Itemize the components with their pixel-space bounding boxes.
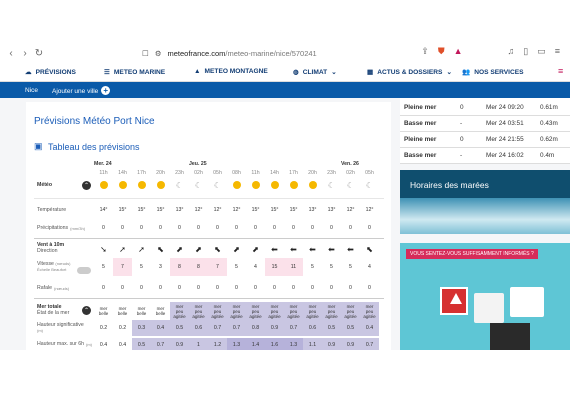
- label-temperature: Température: [37, 207, 67, 213]
- tide-table: [400, 98, 570, 164]
- row-separator: [34, 298, 384, 299]
- wind-arrow-icon: ⬅: [328, 244, 335, 254]
- city-bar: [0, 82, 570, 98]
- sea-state-cell: [227, 302, 246, 320]
- wind-speed-cell: 8: [170, 258, 189, 276]
- sea-state-text: agitée: [211, 313, 224, 319]
- wind-speed-cell: 5: [311, 264, 314, 270]
- hsig-cell: 0.5: [322, 320, 341, 336]
- day-label: Mer. 24: [94, 161, 112, 167]
- wind-arrow-icon: ⬅: [290, 244, 297, 254]
- tide-time: Mer 24 16:02: [486, 152, 524, 159]
- music-icon[interactable]: ♫: [507, 46, 515, 56]
- temperature-cell: 12°: [194, 207, 203, 213]
- sun-icon: [138, 181, 146, 189]
- sea-state-cell: [208, 302, 227, 320]
- hsig-cell: 0.8: [246, 320, 265, 336]
- wind-speed-cell: 5: [330, 264, 333, 270]
- hour-label: 14h: [118, 170, 127, 176]
- weather-cell: [341, 178, 360, 192]
- row-separator: [34, 198, 384, 199]
- gust-cell: 0: [330, 285, 333, 291]
- add-city-button[interactable]: Ajouter une ville +: [52, 86, 110, 95]
- reload-icon[interactable]: ↻: [34, 47, 44, 59]
- hsig-cell: 0.6: [189, 320, 208, 336]
- sea-state-cell: [132, 302, 151, 320]
- hour-label: 20h: [308, 170, 317, 176]
- moon-icon: ☾: [213, 180, 222, 190]
- hsig-cell: 0.2: [118, 325, 127, 331]
- shield-icon[interactable]: ⛊: [437, 46, 445, 56]
- hsig-cell: 0.2: [99, 325, 108, 331]
- promo-title: Horaires des marées: [410, 180, 489, 190]
- temperature-cell: 13°: [175, 207, 184, 213]
- precip-cell: 0: [311, 225, 314, 231]
- weather-cell: [208, 178, 227, 192]
- hsig-cell: 0.5: [170, 320, 189, 336]
- sun-icon: [290, 181, 298, 189]
- label-meteo: Météo: [37, 182, 52, 188]
- sea-state-cell: [265, 302, 284, 320]
- globe-icon: ◍: [293, 69, 299, 76]
- hmax-cell: 0.9: [170, 338, 189, 350]
- sea-state-text: agitée: [363, 313, 376, 319]
- tide-coef: 0: [460, 136, 464, 143]
- sea-state-text: mer: [289, 303, 298, 309]
- sea-state-text: peu: [365, 308, 374, 314]
- sea-state-text: peu: [175, 308, 184, 314]
- sea-state-cell: [189, 302, 208, 320]
- hmax-cell: 0.4: [99, 342, 108, 348]
- sea-state-text: agitée: [192, 313, 205, 319]
- hmax-cell: 1.6: [265, 338, 284, 350]
- wind-arrow-icon: ⬉: [366, 244, 373, 254]
- gust-cell: 0: [121, 285, 124, 291]
- sea-state-text: agitée: [306, 313, 319, 319]
- day-label: Jeu. 25: [189, 161, 207, 167]
- temperature-cell: 12°: [213, 207, 222, 213]
- weather-cell: [94, 178, 113, 192]
- wallet-icon[interactable]: ▭: [537, 46, 546, 56]
- weather-cell: [170, 178, 189, 192]
- precip-cell: 0: [216, 225, 219, 231]
- hour-label: 14h: [270, 170, 279, 176]
- sea-state-cell: [322, 302, 341, 320]
- chevron-down-icon: ⌄: [446, 69, 452, 76]
- day-label: Ven. 26: [341, 161, 359, 167]
- users-icon: 👥: [462, 69, 471, 76]
- nav-marine[interactable]: ☰ METEO MARINE: [104, 68, 166, 76]
- sidebar-icon[interactable]: ▯: [523, 46, 529, 56]
- tide-coef: -: [460, 152, 463, 159]
- menu-icon[interactable]: ≡: [554, 46, 560, 56]
- wind-speed-cell: 4: [368, 264, 371, 270]
- wind-speed-cell: 7: [208, 258, 227, 276]
- temperature-cell: 15°: [251, 207, 260, 213]
- precip-cell: 0: [330, 225, 333, 231]
- hmax-cell: 1.4: [246, 338, 265, 350]
- sea-state-cell: [246, 302, 265, 320]
- tide-coef: 0: [460, 104, 464, 111]
- nav-climat[interactable]: ◍ CLIMAT ⌄: [293, 68, 337, 76]
- precip-cell: 0: [197, 225, 200, 231]
- hsig-cell: 0.5: [341, 320, 360, 336]
- hamburger-icon[interactable]: ≡: [558, 66, 564, 76]
- tide-time: Mer 24 21:55: [486, 136, 524, 143]
- label-hmax: Hauteur max. sur 6h (m): [37, 341, 92, 347]
- tide-row: [400, 116, 570, 132]
- weather-cell: [132, 178, 151, 192]
- tide-type: Basse mer: [404, 120, 437, 127]
- sun-icon: [271, 181, 279, 189]
- share-icon[interactable]: ⇪: [421, 46, 429, 56]
- mountain-icon: ▲: [194, 68, 201, 75]
- site-nav: [0, 64, 570, 82]
- gust-cell: 0: [178, 285, 181, 291]
- tide-time: Mer 24 03:51: [486, 120, 524, 127]
- sea-state-text: peu: [346, 308, 355, 314]
- label-mer: Mer totale État de la mer: [37, 304, 70, 316]
- sea-state-text: belle: [98, 311, 109, 316]
- sea-state-text: peu: [232, 308, 241, 314]
- hour-label: 05h: [365, 170, 374, 176]
- hour-label: 02h: [194, 170, 203, 176]
- sea-state-text: mer: [137, 306, 146, 311]
- sea-state-text: agitée: [287, 313, 300, 319]
- sea-state-text: mer: [365, 303, 374, 309]
- forecast-card: [26, 102, 391, 350]
- sun-icon: [100, 181, 108, 189]
- sea-state-text: peu: [194, 308, 203, 314]
- wind-tile-icon: [474, 293, 504, 323]
- sun-icon: [309, 181, 317, 189]
- tide-time: Mer 24 09:20: [486, 104, 524, 111]
- wind-speed-cell: 5: [349, 264, 352, 270]
- label-rafale: Rafale (nœuds): [37, 285, 70, 291]
- weather-cell: [246, 178, 265, 192]
- precip-cell: 0: [178, 225, 181, 231]
- wind-arrow-icon: ⬈: [195, 244, 202, 254]
- hmax-cell: 0.5: [132, 338, 151, 350]
- gust-cell: 0: [292, 285, 295, 291]
- nav-previsions[interactable]: ☁ PRÉVISIONS: [25, 68, 76, 76]
- sea-state-text: agitée: [173, 313, 186, 319]
- hour-label: 08h: [232, 170, 241, 176]
- sea-state-cell: [113, 302, 132, 320]
- wind-arrow-icon: ➚: [119, 244, 126, 254]
- weather-cell: [151, 178, 170, 192]
- tide-height: 0.43m: [540, 120, 558, 127]
- hmax-cell: 1.3: [284, 338, 303, 350]
- precip-cell: 0: [273, 225, 276, 231]
- alert-icon[interactable]: ▲: [453, 46, 463, 56]
- tide-type: Basse mer: [404, 152, 437, 159]
- sun-icon: [157, 181, 165, 189]
- sea-state-text: belle: [155, 311, 166, 316]
- tide-row: [400, 132, 570, 148]
- sea-state-text: peu: [251, 308, 260, 314]
- sea-state-text: peu: [213, 308, 222, 314]
- gust-cell: 0: [216, 285, 219, 291]
- wind-arrow-icon: ⬉: [214, 244, 221, 254]
- sea-state-text: agitée: [344, 313, 357, 319]
- moon-icon: ☾: [175, 180, 184, 190]
- tide-type: Pleine mer: [404, 136, 437, 143]
- site-info-icon[interactable]: ⚙: [154, 48, 162, 58]
- gust-cell: 0: [197, 285, 200, 291]
- sun-icon: [119, 181, 127, 189]
- label-vent: Vent à 10m Direction: [37, 242, 65, 254]
- sea-state-text: mer: [194, 303, 203, 309]
- label-precipitations: Précipitations (mm/3h): [37, 225, 86, 231]
- precip-cell: 0: [349, 225, 352, 231]
- moon-icon: ☾: [327, 180, 336, 190]
- sea-state-cell: [360, 302, 379, 320]
- hmax-cell: 0.7: [151, 338, 170, 350]
- tide-coef: -: [460, 120, 463, 127]
- table-title: ▣ Tableau des prévisions: [34, 141, 140, 152]
- precip-cell: 0: [159, 225, 162, 231]
- page-title: Prévisions Météo Port Nice: [34, 116, 155, 127]
- moon-icon: ☾: [194, 180, 203, 190]
- grid-icon: ▦: [367, 69, 374, 76]
- sea-state-cell: [94, 302, 113, 320]
- city-current[interactable]: Nice: [25, 86, 39, 94]
- sea-state-text: agitée: [325, 313, 338, 319]
- gust-cell: 0: [102, 285, 105, 291]
- temperature-cell: 15°: [289, 207, 298, 213]
- temperature-cell: 15°: [137, 207, 146, 213]
- gust-cell: 0: [311, 285, 314, 291]
- collapse-icon[interactable]: ⌃: [83, 183, 90, 189]
- hour-label: 11h: [251, 170, 260, 176]
- temperature-cell: 14°: [99, 207, 108, 213]
- hsig-cell: 0.7: [284, 320, 303, 336]
- label-hsig: Hauteur significative (m): [37, 322, 84, 333]
- table-icon: ▣: [34, 141, 43, 151]
- browser-toolbar: [0, 42, 570, 64]
- wind-arrow-icon: ⬈: [176, 244, 183, 254]
- weather-cell: [284, 178, 303, 192]
- precip-cell: 0: [140, 225, 143, 231]
- hour-label: 17h: [289, 170, 298, 176]
- gust-cell: 0: [368, 285, 371, 291]
- chevron-down-icon: ⌄: [331, 69, 337, 76]
- temperature-cell: 15°: [118, 207, 127, 213]
- temperature-cell: 15°: [270, 207, 279, 213]
- forecast-table[interactable]: [34, 160, 384, 350]
- sea-state-text: mer: [156, 306, 165, 311]
- plus-icon: +: [101, 86, 110, 95]
- weather-cell: [227, 178, 246, 192]
- weather-cell: [322, 178, 341, 192]
- hmax-cell: 0.9: [322, 338, 341, 350]
- wind-arrow-icon: ⬉: [157, 244, 164, 254]
- hour-label: 20h: [156, 170, 165, 176]
- list-icon: ☰: [104, 69, 110, 76]
- row-separator: [34, 238, 384, 239]
- sea-state-text: agitée: [230, 313, 243, 319]
- hsig-cell: 0.7: [227, 320, 246, 336]
- hsig-cell: 0.6: [303, 320, 322, 336]
- precip-cell: 0: [235, 225, 238, 231]
- wind-arrow-icon: ⬅: [347, 244, 354, 254]
- promo-banner: VOUS SENTEZ-VOUS SUFFISAMMENT INFORMÉS ?: [406, 249, 538, 259]
- wind-speed-cell: 3: [159, 264, 162, 270]
- sea-state-text: mer: [327, 303, 336, 309]
- back-icon[interactable]: ‹: [9, 47, 13, 59]
- info-promo[interactable]: [400, 243, 570, 350]
- wind-arrow-icon: ⬈: [233, 244, 240, 254]
- wind-arrow-icon: ➘: [100, 244, 107, 254]
- wind-arrow-icon: ➚: [138, 244, 145, 254]
- wave-image: [400, 198, 570, 234]
- moon-icon: ☾: [346, 180, 355, 190]
- hmax-cell: 0.9: [341, 338, 360, 350]
- sea-state-text: mer: [99, 306, 108, 311]
- temperature-cell: 12°: [365, 207, 374, 213]
- forward-icon[interactable]: ›: [23, 47, 27, 59]
- sea-state-text: mer: [232, 303, 241, 309]
- sun-icon: [252, 181, 260, 189]
- nav-services[interactable]: 👥 NOS SERVICES: [462, 68, 524, 76]
- nav-actus[interactable]: ▦ ACTUS & DOSSIERS ⌄: [367, 68, 452, 76]
- hour-label: 23h: [327, 170, 336, 176]
- sea-state-cell: [170, 302, 189, 320]
- weather-cell: [360, 178, 379, 192]
- wind-speed-cell: 4: [254, 264, 257, 270]
- sea-state-text: mer: [308, 303, 317, 309]
- hmax-cell: 0.7: [360, 338, 379, 350]
- tide-type: Pleine mer: [404, 104, 437, 111]
- sea-state-text: peu: [270, 308, 279, 314]
- wind-speed-cell: 5: [102, 264, 105, 270]
- tide-height: 0.4m: [540, 152, 555, 159]
- sea-state-text: mer: [175, 303, 184, 309]
- sea-state-cell: [303, 302, 322, 320]
- wind-speed-cell: 7: [113, 258, 132, 276]
- gust-cell: 0: [235, 285, 238, 291]
- weather-cell: [113, 178, 132, 192]
- wind-speed-cell: 11: [284, 258, 303, 276]
- address-bar[interactable]: [142, 49, 317, 58]
- sea-state-text: mer: [251, 303, 260, 309]
- precip-cell: 0: [254, 225, 257, 231]
- temperature-cell: 12°: [232, 207, 241, 213]
- tide-height: 0.62m: [540, 136, 558, 143]
- hsig-cell: 0.7: [208, 320, 227, 336]
- cloud-icon: ☁: [25, 69, 32, 76]
- label-vitesse: Vitesse (nœuds) Échelle Beaufort: [37, 261, 71, 272]
- temperature-cell: 15°: [156, 207, 165, 213]
- sea-state-cell: [151, 302, 170, 320]
- hmax-cell: 1.3: [227, 338, 246, 350]
- wind-speed-cell: 8: [189, 258, 208, 276]
- hour-label: 23h: [175, 170, 184, 176]
- hsig-cell: 0.3: [132, 320, 151, 336]
- wind-arrow-icon: ⬈: [252, 244, 259, 254]
- wind-arrow-icon: ⬅: [309, 244, 316, 254]
- sea-state-text: peu: [327, 308, 336, 314]
- weather-cell: [265, 178, 284, 192]
- tide-height: 0.61m: [540, 104, 558, 111]
- sea-state-text: peu: [308, 308, 317, 314]
- gust-cell: 0: [273, 285, 276, 291]
- weather-tile-icon: [510, 287, 544, 317]
- sea-state-text: belle: [136, 311, 147, 316]
- sea-state-text: peu: [289, 308, 298, 314]
- wind-speed-cell: 5: [140, 264, 143, 270]
- gust-cell: 0: [159, 285, 162, 291]
- moon-icon: ☾: [365, 180, 374, 190]
- hmax-cell: 1.1: [303, 338, 322, 350]
- precip-cell: 0: [121, 225, 124, 231]
- temperature-cell: 12°: [346, 207, 355, 213]
- hour-label: 05h: [213, 170, 222, 176]
- sea-state-text: mer: [346, 303, 355, 309]
- sea-state-cell: [341, 302, 360, 320]
- warning-icon: [440, 287, 468, 315]
- url-path: /meteo-marine/nice/570241: [225, 48, 317, 58]
- sea-state-text: mer: [213, 303, 222, 309]
- hour-label: 11h: [99, 170, 108, 176]
- bookmark-icon[interactable]: ☐: [142, 48, 149, 58]
- sea-state-text: agitée: [268, 313, 281, 319]
- page-bottom: [0, 350, 570, 400]
- temperature-cell: 13°: [327, 207, 336, 213]
- radio-icon: [490, 323, 530, 350]
- wind-arrow-icon: ⬅: [271, 244, 278, 254]
- precip-cell: 0: [292, 225, 295, 231]
- nav-montagne[interactable]: ▲ METEO MONTAGNE: [194, 68, 268, 75]
- wind-speed-cell: 15: [265, 258, 284, 276]
- collapse-icon[interactable]: ⌃: [83, 308, 90, 314]
- tide-row: [400, 148, 570, 164]
- sea-state-cell: [284, 302, 303, 320]
- hsig-cell: 0.9: [265, 320, 284, 336]
- tide-row: [400, 100, 570, 116]
- sea-state-text: mer: [118, 306, 127, 311]
- hour-label: 02h: [346, 170, 355, 176]
- wind-speed-cell: 5: [235, 264, 238, 270]
- weather-cell: [303, 178, 322, 192]
- sun-icon: [233, 181, 241, 189]
- hour-label: 17h: [137, 170, 146, 176]
- gust-cell: 0: [349, 285, 352, 291]
- sea-state-text: mer: [270, 303, 279, 309]
- temperature-cell: 13°: [308, 207, 317, 213]
- weather-cell: [189, 178, 208, 192]
- sea-state-text: belle: [117, 311, 128, 316]
- gust-cell: 0: [254, 285, 257, 291]
- precip-cell: 0: [102, 225, 105, 231]
- gust-cell: 0: [140, 285, 143, 291]
- sea-state-text: agitée: [249, 313, 262, 319]
- hmax-cell: 1.2: [208, 338, 227, 350]
- hmax-cell: 0.4: [118, 342, 127, 348]
- tides-promo[interactable]: [400, 170, 570, 234]
- beaufort-toggle[interactable]: [77, 267, 91, 274]
- hmax-cell: 1: [189, 338, 208, 350]
- hsig-cell: 0.4: [360, 320, 379, 336]
- hsig-cell: 0.4: [151, 320, 170, 336]
- url-host: meteofrance.com: [167, 48, 226, 58]
- precip-cell: 0: [368, 225, 371, 231]
